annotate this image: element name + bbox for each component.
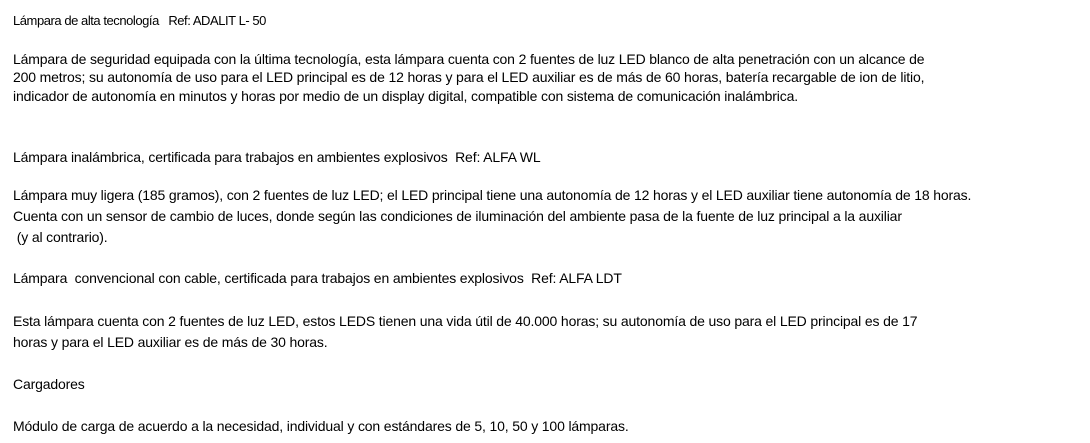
section-2-paragraph-line-3: (y al contrario).: [13, 229, 108, 245]
section-3-paragraph-line-1: Esta lámpara cuenta con 2 fuentes de luz LED, estos LEDS tienen una vida útil de 40.000 horas; su autonomía de uso para el LED principal es de 17: [13, 313, 918, 329]
section-4-heading: Cargadores: [13, 376, 85, 392]
section-1-paragraph-line-3: indicador de autonomía en minutos y horas por medio de un display digital, compatible con sistema de comunicación inalámbrica.: [13, 88, 798, 104]
section-2-paragraph-line-2: Cuenta con un sensor de cambio de luces, donde según las condiciones de iluminación del ambiente pasa de la fuente de luz principal a la auxiliar: [13, 208, 902, 224]
section-2-paragraph-line-1: Lámpara muy ligera (185 gramos), con 2 fuentes de luz LED; el LED principal tiene una autonomía de 12 horas y el LED auxiliar tiene autonomía de 18 horas.: [13, 187, 972, 203]
section-3-paragraph-line-2: horas y para el LED auxiliar es de más de 30 horas.: [13, 334, 328, 350]
section-1-paragraph-line-1: Lámpara de seguridad equipada con la última tecnología, esta lámpara cuenta con 2 fuentes de luz LED blanco de alta penetración con un alcance de: [13, 51, 925, 67]
section-1-heading: Lámpara de alta tecnología Ref: ADALIT L- 50: [13, 13, 266, 28]
section-4-paragraph-line-1: Módulo de carga de acuerdo a la necesidad, individual y con estándares de 5, 10, 50 y 100 lámparas.: [13, 418, 629, 434]
section-1-paragraph-line-2: 200 metros; su autonomía de uso para el LED principal es de 12 horas y para el LED auxiliar es de más de 60 horas, batería recargable de ion de litio,: [13, 69, 925, 85]
section-3-heading: Lámpara convencional con cable, certificada para trabajos en ambientes explosivos Ref: ALFA LDT: [13, 270, 622, 286]
section-2-heading: Lámpara inalámbrica, certificada para trabajos en ambientes explosivos Ref: ALFA WL: [13, 149, 541, 165]
